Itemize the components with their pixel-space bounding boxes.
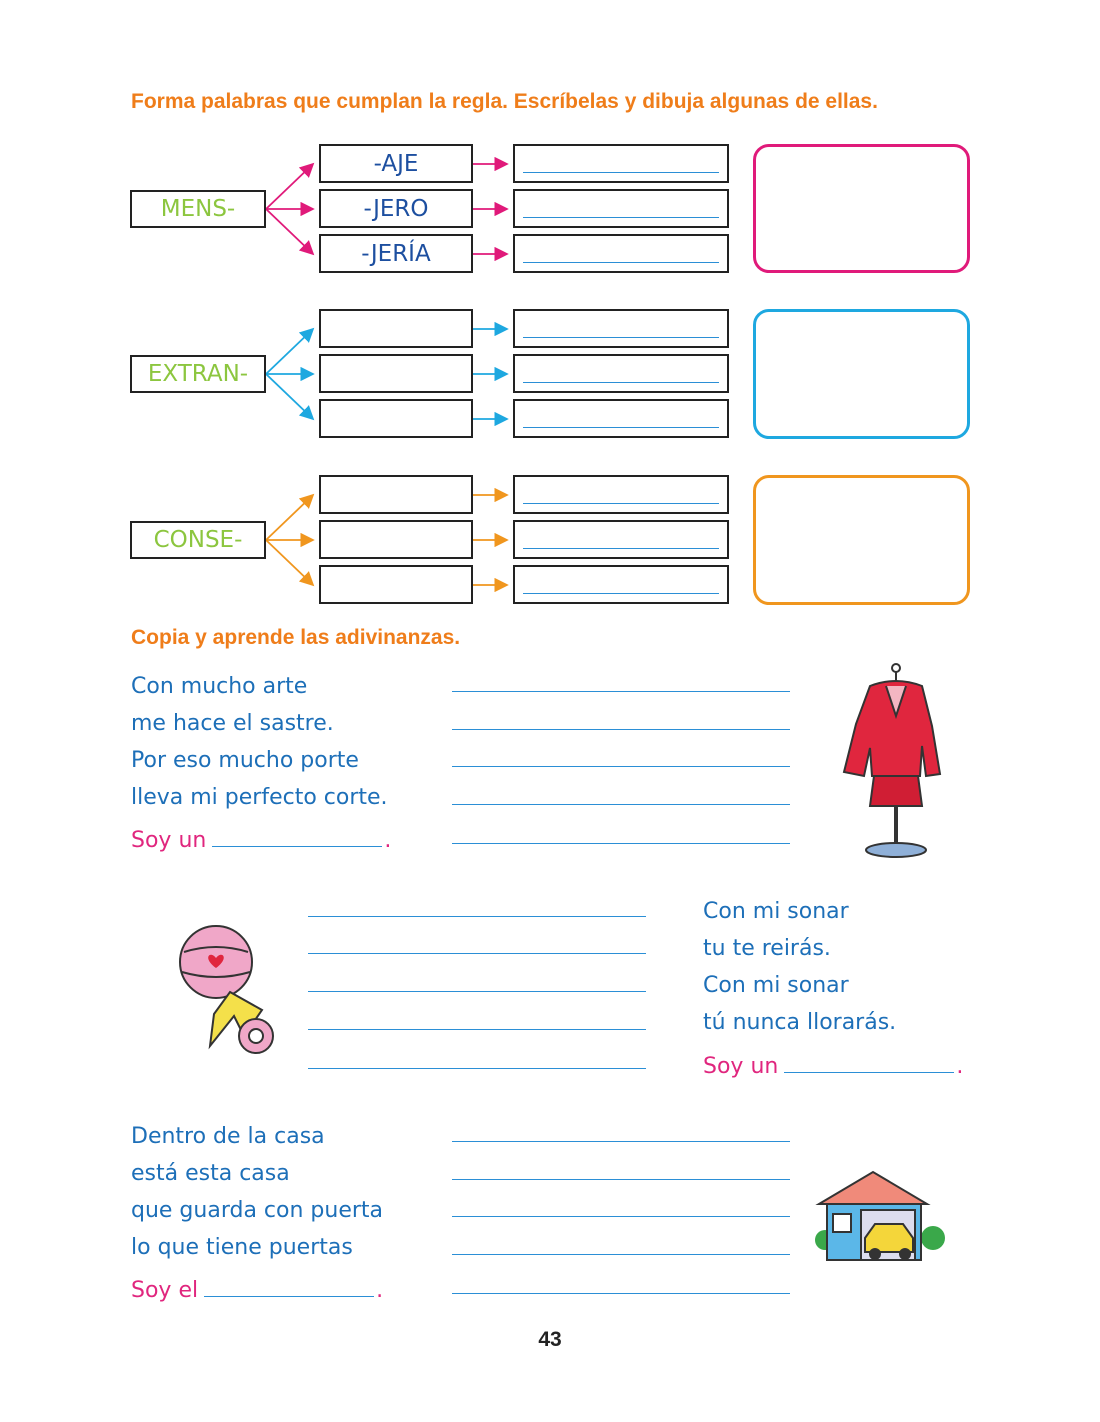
copy-line[interactable] (308, 991, 646, 992)
riddle-line: lo que tiene puertas (131, 1235, 353, 1260)
answer-blank[interactable] (212, 828, 382, 847)
prefix-box-mens: MENS- (130, 190, 266, 228)
suffix-box[interactable] (319, 399, 473, 438)
riddle-3-answer (131, 1278, 383, 1303)
prefix-box-extran: EXTRAN- (130, 355, 266, 393)
answer-prefix: Soy un (703, 1054, 779, 1079)
word-answer-box[interactable] (513, 144, 729, 183)
baby-rattle-illustration (170, 918, 300, 1060)
riddle-line: está esta casa (131, 1161, 290, 1186)
riddle-line: lleva mi perfecto corte. (131, 785, 388, 810)
drawing-frame-conse[interactable] (753, 475, 970, 605)
drawing-frame-mens[interactable] (753, 144, 970, 273)
copy-line[interactable] (452, 1141, 790, 1142)
answer-prefix: Soy el (131, 1278, 199, 1303)
riddle-line: Por eso mucho porte (131, 748, 359, 773)
copy-line[interactable] (452, 1216, 790, 1217)
suffix-box[interactable] (319, 520, 473, 559)
word-answer-box[interactable] (513, 399, 729, 438)
exercise2-instruction: Copia y aprende las adivinanzas. (131, 626, 461, 649)
copy-line[interactable] (308, 953, 646, 954)
answer-suffix: . (376, 1278, 384, 1303)
word-answer-box[interactable] (513, 565, 729, 604)
suffix-box-aje: -AJE (319, 144, 473, 183)
answer-suffix: . (384, 828, 392, 853)
copy-line[interactable] (452, 1254, 790, 1255)
riddle-1-text (131, 668, 388, 816)
copy-line[interactable] (452, 1293, 790, 1294)
garage-with-car-illustration (815, 1168, 945, 1268)
riddle-line: tú nunca llorarás. (703, 1010, 897, 1035)
copy-line[interactable] (308, 916, 646, 917)
word-answer-box[interactable] (513, 475, 729, 514)
drawing-frame-extran[interactable] (753, 309, 970, 439)
suffix-box[interactable] (319, 475, 473, 514)
riddle-line: me hace el sastre. (131, 711, 334, 736)
exercise1-instruction: Forma palabras que cumplan la regla. Escríbelas y dibuja algunas de ellas. (131, 90, 878, 113)
word-answer-box[interactable] (513, 234, 729, 273)
suit-on-mannequin-illustration (830, 656, 950, 861)
suffix-box[interactable] (319, 565, 473, 604)
word-answer-box[interactable] (513, 354, 729, 393)
answer-prefix: Soy un (131, 828, 207, 853)
riddle-1-answer (131, 828, 391, 853)
suffix-box[interactable] (319, 309, 473, 348)
answer-suffix: . (956, 1054, 964, 1079)
riddle-2-answer (703, 1054, 963, 1079)
suffix-box-jero: -JERO (319, 189, 473, 228)
word-answer-box[interactable] (513, 520, 729, 559)
copy-line[interactable] (452, 1179, 790, 1180)
copy-line[interactable] (308, 1029, 646, 1030)
riddle-line: Con mucho arte (131, 674, 308, 699)
riddle-line: Dentro de la casa (131, 1124, 325, 1149)
copy-line[interactable] (452, 729, 790, 730)
suffix-box-jeria: -JERÍA (319, 234, 473, 273)
riddle-line: que guarda con puerta (131, 1198, 384, 1223)
copy-line[interactable] (452, 691, 790, 692)
riddle-3-text (131, 1118, 383, 1266)
page-number: 43 (538, 1328, 562, 1351)
copy-line[interactable] (452, 804, 790, 805)
word-answer-box[interactable] (513, 309, 729, 348)
suffix-box[interactable] (319, 354, 473, 393)
riddle-line: Con mi sonar (703, 973, 849, 998)
copy-line[interactable] (308, 1068, 646, 1069)
answer-blank[interactable] (784, 1054, 954, 1073)
riddle-line: Con mi sonar (703, 899, 849, 924)
word-answer-box[interactable] (513, 189, 729, 228)
riddle-2-text (703, 893, 896, 1041)
copy-line[interactable] (452, 843, 790, 844)
riddle-line: tu te reirás. (703, 936, 831, 961)
prefix-box-conse: CONSE- (130, 521, 266, 559)
answer-blank[interactable] (204, 1278, 374, 1297)
copy-line[interactable] (452, 766, 790, 767)
